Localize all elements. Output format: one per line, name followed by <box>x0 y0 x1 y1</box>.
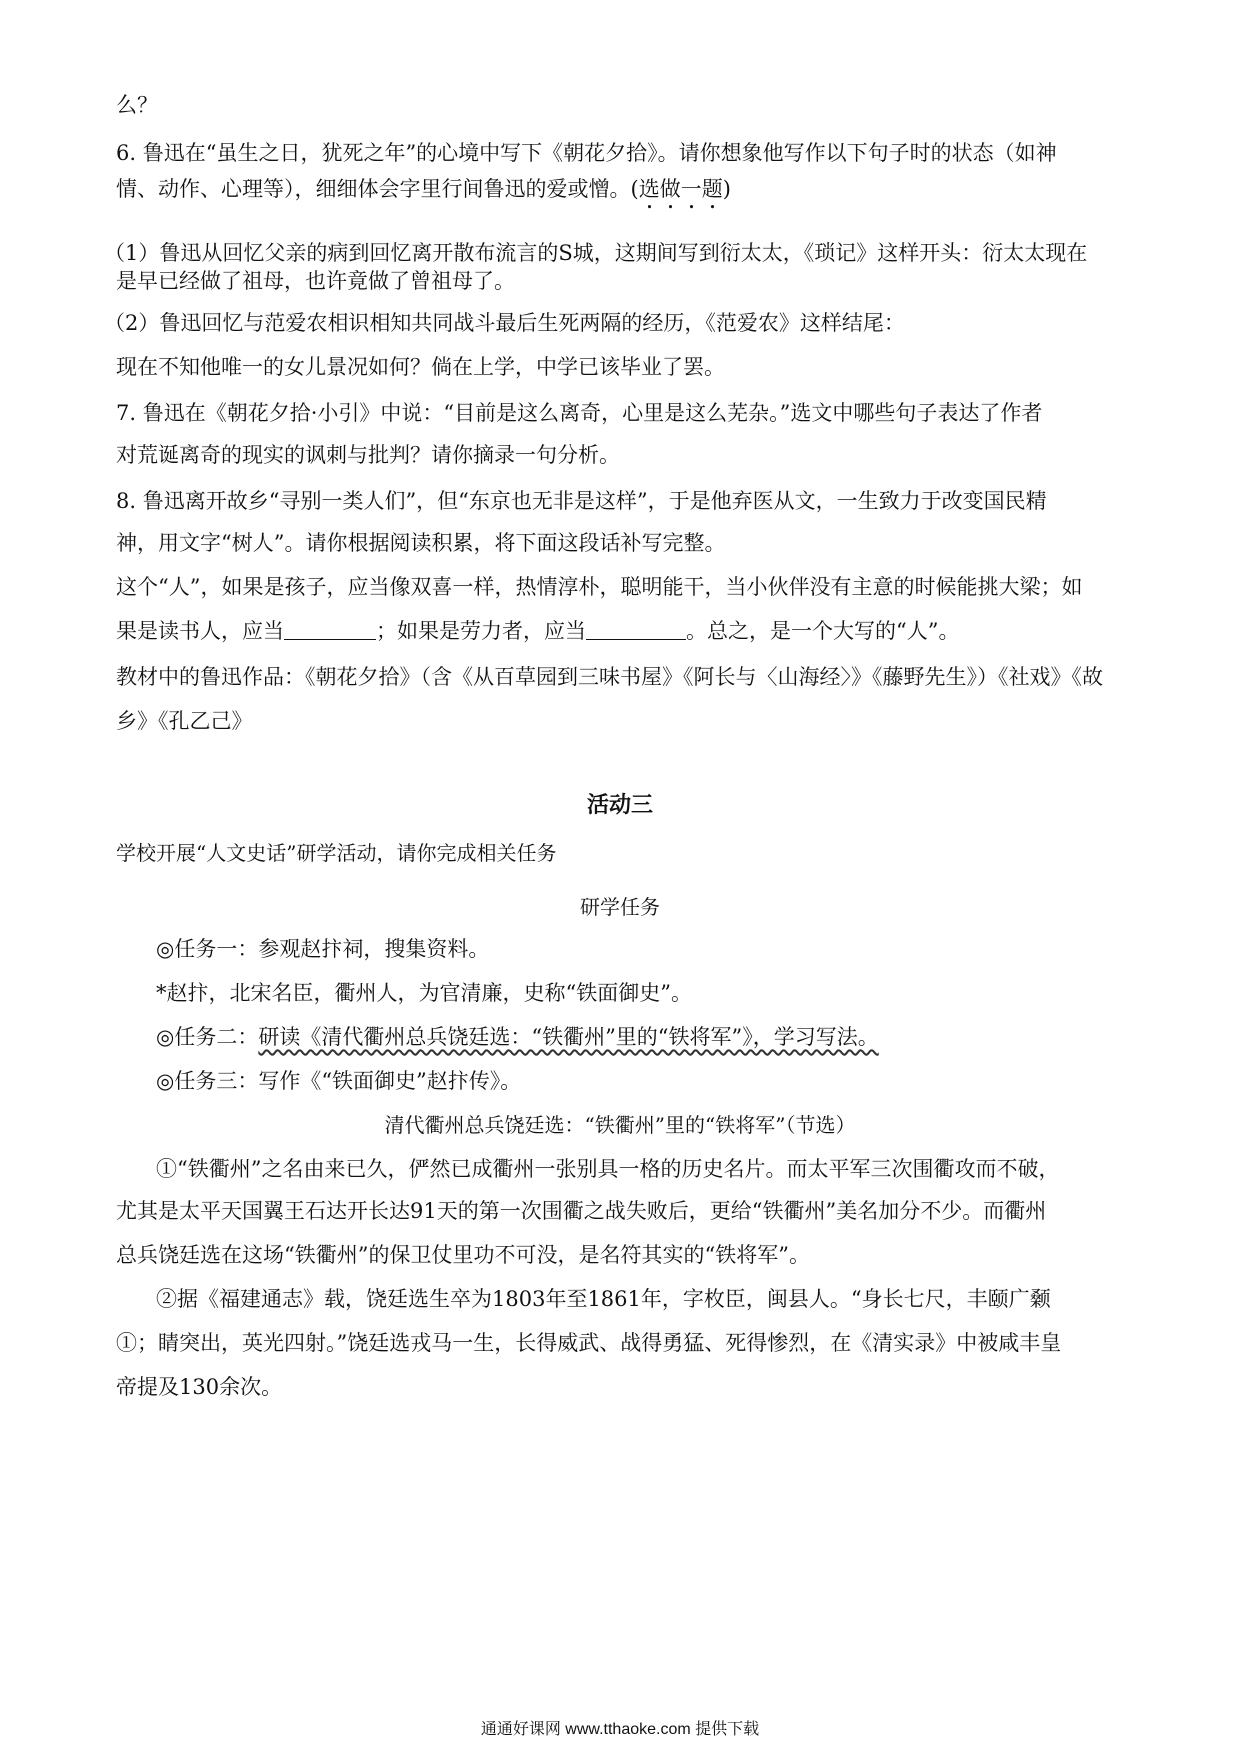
q6-sub1-line2: 是早已经做了祖母，也许竟做了曾祖母了。 <box>116 269 515 293</box>
q5-tail: 么？ <box>116 93 158 117</box>
emphasis-dots: 选做一题 <box>638 177 723 201</box>
q6-sub2-line2: 现在不知他唯一的女儿景况如何？倘在上学，中学已该毕业了罢。 <box>116 355 725 379</box>
q8-note-line1: 教材中的鲁迅作品：《朝花夕拾》（含《从百草园到三味书屋》《阿长与〈山海经〉》《藤野先生》）《社戏》《故 <box>116 665 1103 689</box>
q8-line4: 果是读书人，应当 ；如果是劳力者，应当 。总之，是一个大写的“人”。 <box>116 619 960 643</box>
box-title: 研学任务 <box>580 895 660 919</box>
activity-intro: 学校开展“人文史话”研学活动，请你完成相关任务 <box>116 841 557 865</box>
q6-sub2-line1: （2）鲁迅回忆与范爱农相识相知共同战斗最后生死两隔的经历，《范爱农》这样结尾： <box>104 311 905 335</box>
answer-blank-1[interactable] <box>284 619 376 640</box>
q8-line3: 这个“人”，如果是孩子，应当像双喜一样，热情淳朴，聪明能干，当小伙伴没有主意的时候能挑大梁；如 <box>116 575 1083 599</box>
p1-line3: 总兵饶廷选在这场“铁衢州”的保卫仗里功不可没，是名符其实的“铁将军”。 <box>116 1243 810 1267</box>
q6-line1: 6. 鲁迅在“虽生之日，犹死之年”的心境中写下《朝花夕拾》。请你想象他写作以下句子时的状态（如神 <box>116 141 1057 165</box>
activity-title: 活动三 <box>586 792 653 818</box>
q7-line2: 对荒诞离奇的现实的讽刺与批判？请你摘录一句分析。 <box>116 443 620 467</box>
p1-line2: 尤其是太平天国翼王石达开长达91天的第一次围衢之战失败后，更给“铁衢州”美名加分不少。而衢州 <box>116 1199 1047 1223</box>
answer-blank-2[interactable] <box>586 619 686 640</box>
p1-line1: ①“铁衢州”之名由来已久，俨然已成衢州一张别具一格的历史名片。而太平军三次围衢攻而不破， <box>156 1157 1060 1181</box>
p2-line3: 帝提及130余次。 <box>116 1375 283 1399</box>
q8-line2: 神，用文字“树人”。请你根据阅读积累，将下面这段话补写完整。 <box>116 531 726 555</box>
task-2-wavy-text: 研读《清代衢州总兵饶廷选：“铁衢州”里的“铁将军”》，学习写法。 <box>258 1025 879 1049</box>
q6-line2: 情、动作、心理等），细细体会字里行间鲁迅的爱或憎。(选做一题) <box>116 177 731 201</box>
q6-sub1-line1: （1）鲁迅从回忆父亲的病到回忆离开散布流言的S城，这期间写到衍太太，《琐记》这样开头：衍太太现在 <box>104 241 1088 265</box>
task-1: ◎任务一：参观赵抃祠，搜集资料。 <box>156 937 490 961</box>
q7-line1: 7. 鲁迅在《朝花夕拾·小引》中说：“目前是这么离奇，心里是这么芜杂。”选文中哪些句子表达了作者 <box>116 401 1043 425</box>
task-2: ◎任务二：研读《清代衢州总兵饶廷选：“铁衢州”里的“铁将军”》，学习写法。 <box>156 1025 879 1049</box>
article-title: 清代衢州总兵饶廷选：“铁衢州”里的“铁将军”（节选） <box>384 1113 856 1137</box>
task-3: ◎任务三：写作《“铁面御史”赵抃传》。 <box>156 1069 522 1093</box>
q8-line1: 8. 鲁迅离开故乡“寻别一类人们”，但“东京也无非是这样”，于是他弃医从文，一生致力于改变国民精 <box>116 489 1047 513</box>
p2-line2: ①；睛突出，英光四射。”饶廷选戎马一生，长得威武、战得勇猛、死得惨烈，在《清实录》中被咸丰皇 <box>116 1331 1062 1355</box>
footer-source: 通通好课网 www.tthaoke.com 提供下载 <box>480 1721 760 1738</box>
q8-note-line2: 乡》《孔乙己》 <box>116 709 253 733</box>
task-1-note: *赵抃，北宋名臣，衢州人，为官清廉，史称“铁面御史”。 <box>156 981 692 1005</box>
p2-line1: ②据《福建通志》载，饶廷选生卒为1803年至1861年，字枚臣，闽县人。“身长七尺，丰颐广颡 <box>156 1287 1051 1311</box>
